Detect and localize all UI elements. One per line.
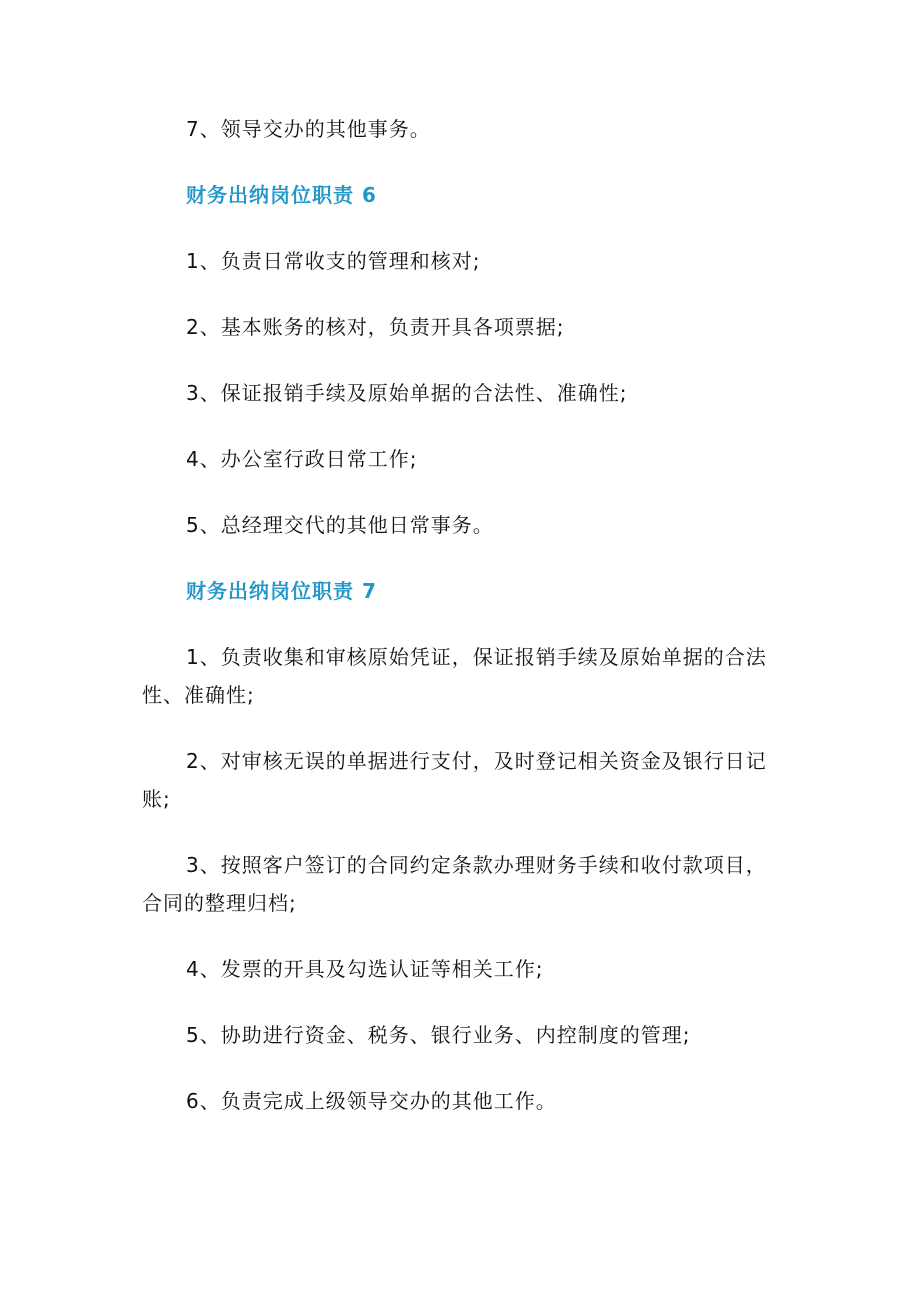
document-content bbox=[142, 110, 782, 1148]
duty-item-7: 7、领导交办的其他事务。 bbox=[186, 117, 431, 141]
duty-item-4: 4、办公室行政日常工作; bbox=[186, 447, 418, 471]
duty-item-2: 2、对审核无误的单据进行支付，及时登记相关资金及银行日记账; bbox=[142, 749, 767, 811]
duty-item-5: 5、协助进行资金、税务、银行业务、内控制度的管理; bbox=[186, 1023, 691, 1047]
section-heading-6: 财务出纳岗位职责 6 bbox=[186, 183, 377, 207]
duty-item-5: 5、总经理交代的其他日常事务。 bbox=[186, 513, 494, 537]
duty-item-1: 1、负责收集和审核原始凭证，保证报销手续及原始单据的合法性、准确性; bbox=[142, 645, 767, 707]
duty-item-4: 4、发票的开具及勾选认证等相关工作; bbox=[186, 957, 544, 981]
duty-item-3: 3、保证报销手续及原始单据的合法性、准确性; bbox=[186, 381, 628, 405]
section-heading-7: 财务出纳岗位职责 7 bbox=[186, 579, 377, 603]
duty-item-2: 2、基本账务的核对，负责开具各项票据; bbox=[186, 315, 565, 339]
duty-item-3: 3、按照客户签订的合同约定条款办理财务手续和收付款项目，合同的整理归档; bbox=[142, 853, 767, 915]
duty-item-1: 1、负责日常收支的管理和核对; bbox=[186, 249, 481, 273]
duty-item-6: 6、负责完成上级领导交办的其他工作。 bbox=[186, 1089, 557, 1113]
